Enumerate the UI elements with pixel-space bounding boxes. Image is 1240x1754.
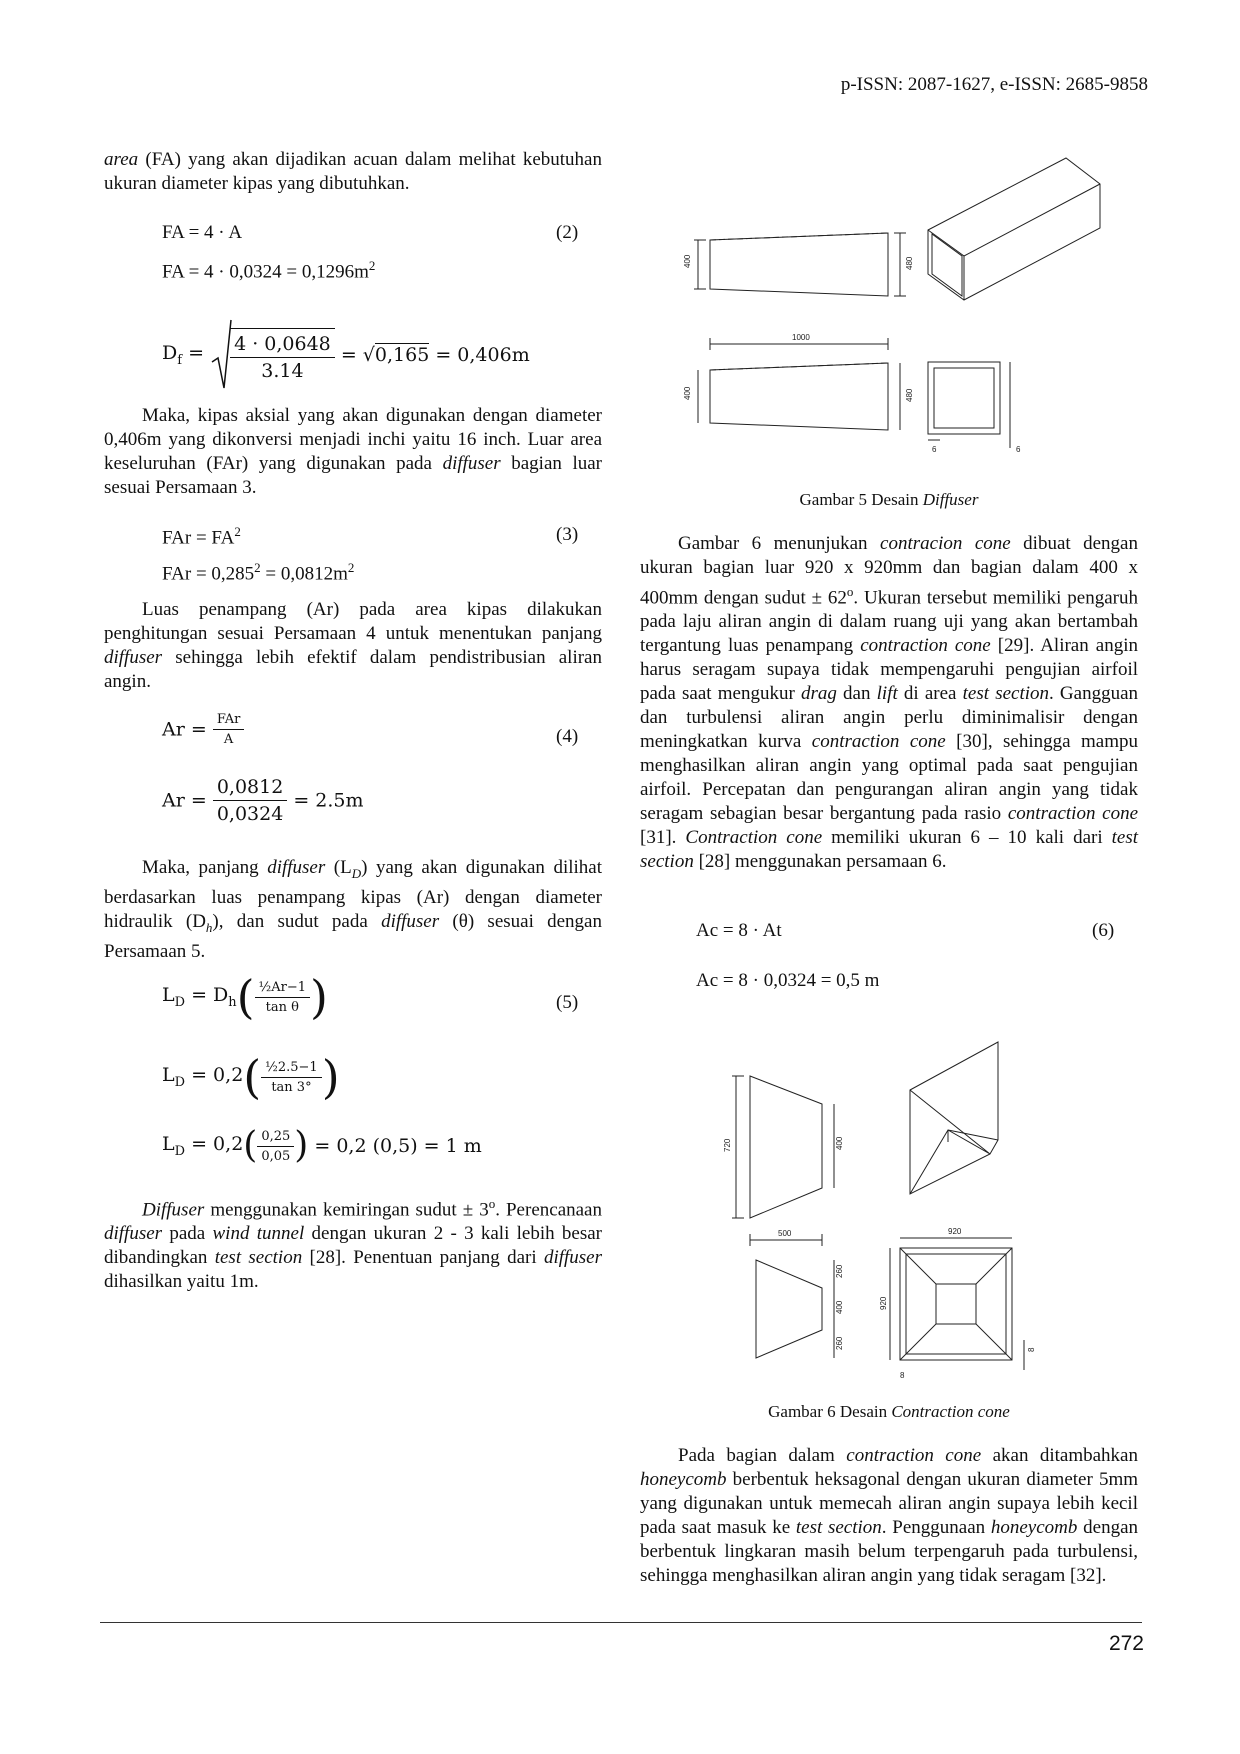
- fig5-dim-h3: 400: [683, 386, 692, 400]
- equation-df: $D_f$ = $\frac{4 \cdot 0,0648}{3.14}$ = √0,165 = 0,406m: [162, 318, 530, 392]
- equation-5-number: (5): [556, 992, 579, 1013]
- fig6-dim-h2: 400: [835, 1136, 844, 1150]
- equation-2-line-1: FA = 4 · A: [162, 222, 243, 243]
- equation-6-number: (6): [1092, 920, 1115, 941]
- equation-3-number: (3): [556, 524, 579, 545]
- equation-3-line-1: FAr = $FA^2$: [162, 524, 241, 549]
- left-paragraph-3: Luas penampang (Ar) pada area kipas dilakukan penghitungan sesuai Persamaan 4 untuk menentukan panjang diffuser sehingga lebih efektif dalam pendistribusian aliran angin.: [104, 599, 602, 692]
- fig6-dim-h1: 720: [723, 1138, 732, 1152]
- figure-6-caption: Gambar 6 Desain Contraction cone: [768, 1402, 1010, 1421]
- page-number: 272: [1108, 1632, 1144, 1655]
- fig5-dim-h1: 400: [683, 254, 692, 268]
- left-paragraph-4: Maka, panjang diffuser $(L_D)$ yang akan digunakan dilihat berdasarkan luas penampang kipas (Ar) dengan diameter hidraulik $(D_h)$, dan sudut pada diffuser (θ) sesuai dengan Persamaan 5.: [104, 857, 603, 962]
- equation-2-line-2: FA = $4 \cdot 0,0324 = 0,1296m^2$: [162, 258, 376, 283]
- equation-5-line-3: $L_D = 0,2$( $\frac{0,25}{0,05}$ ) = 0,2 (0,5) = 1 m: [162, 1125, 482, 1166]
- fig6-dim-c: 260: [835, 1336, 844, 1350]
- fig6-dim-width: 920: [948, 1227, 962, 1236]
- fig6-dim-t1: 8: [900, 1371, 905, 1380]
- fig6-dim-h3: 920: [879, 1296, 888, 1310]
- fig5-dim-t1: 6: [932, 445, 937, 454]
- right-paragraph-2: Pada bagian dalam contraction cone akan ditambahkan honeycomb berbentuk heksagonal dengan ukuran diameter 5mm yang digunakan untuk memecah aliran angin supaya lebih kecil pada saat masuk ke test section. Penggunaan honeycomb dengan berbentuk lingkaran masih belum terpengaruh pada turbulensi, sehingga menghasilkan aliran angin yang tidak seragam [32].: [640, 1445, 1138, 1586]
- fig5-dim-t2: 6: [1016, 445, 1021, 454]
- left-paragraph-5: Diffuser menggunakan kemiringan sudut ± $3^o$. Perencanaan diffuser pada wind tunnel dengan ukuran 2 - 3 kali lebih besar dibandingkan test section [28]. Penentuan panjang dari diffuser dihasilkan yaitu 1m.: [104, 1196, 602, 1293]
- fig6-dim-length: 500: [778, 1229, 792, 1238]
- left-paragraph-1: area (FA) yang akan dijadikan acuan dalam melihat kebutuhan ukuran diameter kipas yang dibutuhkan.: [104, 149, 602, 194]
- equation-4-line-1: Ar = $\frac{\text{FAr}}{A}$: [162, 712, 244, 747]
- figure-5-diffuser-drawing: [670, 148, 1140, 478]
- fig5-dim-h2: 480: [905, 256, 914, 270]
- equation-4-line-2: Ar = $\frac{0,0812}{0,0324}$ = 2.5m: [162, 776, 364, 825]
- journal-issn: p-ISSN: 2087-1627, e-ISSN: 2685-9858: [840, 74, 1148, 95]
- fig6-dim-t2: 8: [1027, 1347, 1036, 1352]
- fig5-dim-h4: 480: [905, 388, 914, 402]
- equation-6-line-1: Ac = 8 · At: [696, 920, 782, 941]
- left-paragraph-2: Maka, kipas aksial yang akan digunakan dengan diameter 0,406m yang dikonversi menjadi inchi yaitu 16 inch. Luar area keseluruhan (FAr) yang digunakan pada diffuser bagian luar sesuai Persamaan 3.: [104, 405, 603, 498]
- equation-6-line-2: Ac = 8 · 0,0324 = 0,5 m: [696, 970, 880, 991]
- fig5-dim-length: 1000: [792, 333, 810, 342]
- equation-5-line-1: $L_D = D_h$( $\frac{\text{½Ar−1}}{\text{tan θ}}$ ): [162, 970, 328, 1024]
- figure-6-contraction-cone-drawing: [700, 1040, 1080, 1390]
- equation-2-number: (2): [556, 222, 579, 243]
- footer-rule: [100, 1622, 1142, 1623]
- equation-3-line-2: FAr = $0,285^2 = 0,0812m^2$: [162, 560, 355, 585]
- equation-4-number: (4): [556, 726, 579, 747]
- sqrt-sign-icon: [210, 318, 232, 392]
- right-paragraph-1: Gambar 6 menunjukan contracion cone dibuat dengan ukuran bagian luar 920 x 920mm dan bagian dalam 400 x 400mm dengan sudut ± $62^o$. Ukuran tersebut memiliki pengaruh pada laju aliran angin di dalam ruang uji yang akan bertambah tergantung luas penampang contraction cone [29]. Aliran angin harus seragam supaya tidak mempengaruhi pengujian airfoil pada saat mengukur drag dan lift di area test section. Gangguan dan turbulensi aliran angin perlu diminimalisir dengan meningkatkan kurva contraction cone [30], sehingga mampu menghasilkan aliran angin yang optimal pada saat pengujian airfoil. Percepatan dan pengurangan aliran angin yang tidak seragam sebagian besar bergantung pada rasio contraction cone [31]. Contraction cone memiliki ukuran 6 – 10 kali dari test section [28] menggunakan persamaan 6.: [640, 533, 1139, 873]
- equation-5-line-2: $L_D = 0,2$( $\frac{\text{½2.5−1}}{\tan 3^\circ}$ ): [162, 1050, 340, 1104]
- fig6-dim-b: 400: [835, 1300, 844, 1314]
- figure-5-caption: Gambar 5 Desain Diffuser: [799, 490, 979, 509]
- fig6-dim-a: 260: [835, 1264, 844, 1278]
